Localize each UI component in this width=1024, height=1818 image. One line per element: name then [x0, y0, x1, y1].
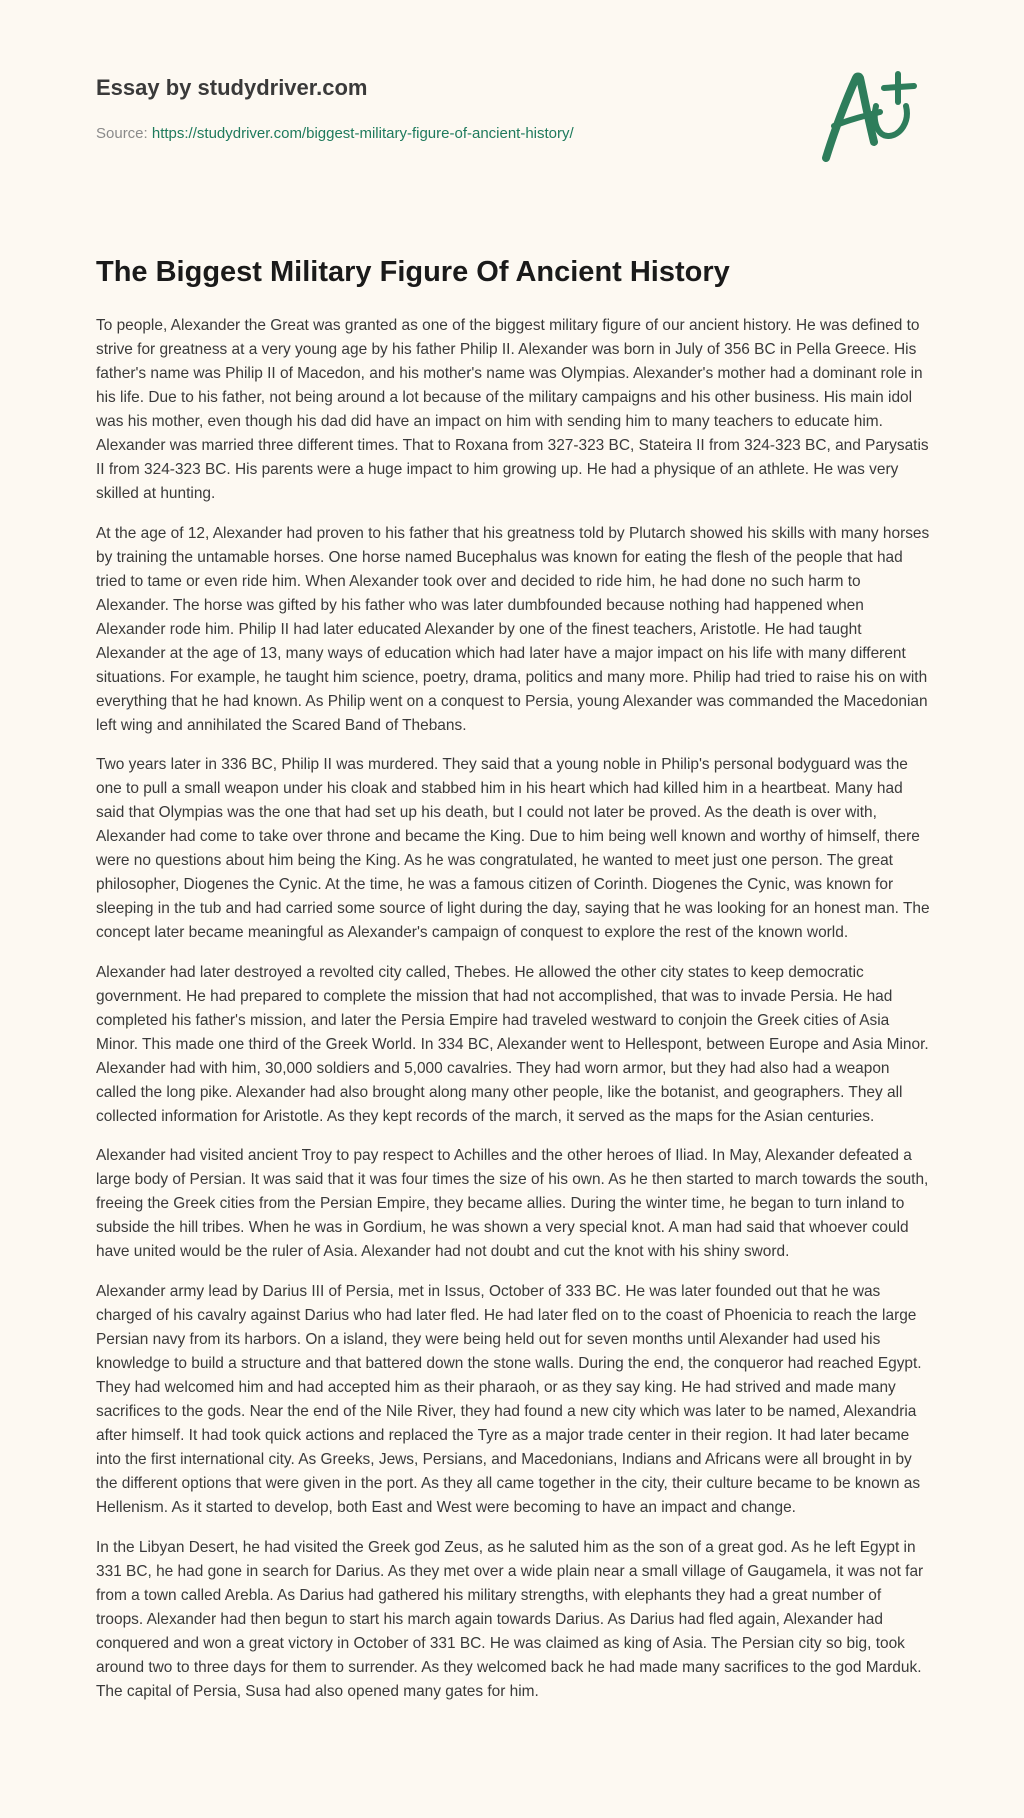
- site-brand: Essay by studydriver.com: [96, 75, 368, 100]
- source-label: Source:: [96, 125, 148, 142]
- essay-paragraph: Alexander army lead by Darius III of Persia, met in Issus, October of 333 BC. He was later founded out that he was charged of his cavalry against Darius who had later fled. He had later fled on to the coast of Phoenicia to reach the large Persian navy from its harbors. On a island, they were being held out for seven months until Alexander had used his knowledge to build a structure and that battered down the stone walls. During the end, the conqueror had reached Egypt. They had welcomed him and had accepted him as their pharaoh, or as they say king. He had strived and made many sacrifices to the gods. Near the end of the Nile River, they had found a new city which was later to be named, Alexandria after himself. It had took quick actions and replaced the Tyre as a major trade center in their region. It had later became into the first international city. As Greeks, Jews, Persians, and Macedonians, Indians and Africans were all brought in by the different options that were given in the port. As they all came together in the city, their culture became to be known as Hellenism. As it started to develop, both East and West were becoming to have an impact and change.: [96, 1282, 922, 1516]
- essay-paragraph: At the age of 12, Alexander had proven to his father that his greatness told by Plutarch showed his skills with many horses by training the untamable horses. One horse named Bucephalus was known for eating the flesh of the people that had tried to tame or even ride him. When Alexander took over and decided to ride him, he had done no such harm to Alexander. The horse was gifted by his father who was later dumbfounded because nothing had happened when Alexander rode him. Philip II had later educated Alexander by one of the finest teachers, Aristotle. He had taught Alexander at the age of 13, many ways of education which had later have a major impact on his life with many different situations. For example, he taught him science, poetry, drama, politics and many more. Philip had tried to raise his on with everything that he had known. As Philip went on a conquest to Persia, young Alexander was commanded the Macedonian left wing and annihilated the Scared Band of Thebans.: [96, 524, 930, 734]
- essay-title: The Biggest Military Figure Of Ancient History: [96, 256, 730, 288]
- essay-paragraph: Two years later in 336 BC, Philip II was murdered. They said that a young noble in Philip's personal bodyguard was the one to pull a small weapon under his cloak and stabbed him in his heart which had killed him in a heartbeat. Many had said that Olympias was the one that had set up his death, but I could not later be proved. As the death is over with, Alexander had come to take over throne and became the King. Due to him being well known and worthy of himself, there were no questions about him being the King. As he was congratulated, he wanted to meet just one person. The great philosopher, Diogenes the Cynic. At the time, he was a famous citizen of Corinth. Diogenes the Cynic, was known for sleeping in the tub and had carried some source of light during the day, saying that he was looking for an honest man. The concept later became meaningful as Alexander's campaign of conquest to explore the rest of the known world.: [96, 756, 930, 942]
- essay-paragraph: To people, Alexander the Great was granted as one of the biggest military figure of our ancient history. He was defined to strive for greatness at a very young age by his father Philip II. Alexander was born in July of 356 BC in Pella Greece. His father's name was Philip II of Macedon, and his mother's name was Olympias. Alexander's mother had a dominant role in his life. Due to his father, not being around a lot because of the military campaigns and his other business. His main idol was his mother, even though his dad did have an impact on him with sending him to many teachers to educate him. Alexander was married three different times. That to Roxana from 327-323 BC, Stateira II from 324-323 BC, and Parysatis II from 324-323 BC. His parents were a huge impact to him growing up. He had a physique of an athlete. He was very skilled at hunting.: [96, 317, 929, 502]
- essay-paragraph: In the Libyan Desert, he had visited the Greek god Zeus, as he saluted him as the son of a great god. As he left Egypt in 331 BC, he had gone in search for Darius. As they met over a wide plain near a small village of Gaugamela, it was not far from a town called Arebla. As Darius had gathered his military strengths, with elephants they had a great number of troops. Alexander had then begun to start his march again towards Darius. As Darius had fled again, Alexander had conquered and won a great victory in October of 331 BC. He was claimed as king of Asia. The Persian city so big, took around two to three days for them to surrender. As they welcomed back he had made many sacrifices to the god Marduk. The capital of Persia, Susa had also opened many gates for him.: [96, 1538, 924, 1700]
- essay-paragraph: Alexander had visited ancient Troy to pay respect to Achilles and the other heroes of Iliad. In May, Alexander defeated a large body of Persian. It was said that it was four times the size of his own. As he then started to march towards the south, freeing the Greek cities from the Persian Empire, they became allies. During the winter time, he began to turn inland to subside the hill tribes. When he was in Gordium, he was shown a very special knot. A man had said that whoever could have united would be the ruler of Asia. Alexander had not doubt and cut the knot with his shiny sword.: [96, 1147, 929, 1261]
- a-plus-logo-icon: [818, 70, 930, 170]
- source-link[interactable]: https://studydriver.com/biggest-military-figure-of-ancient-history/: [151, 125, 574, 142]
- essay-header: [96, 72, 876, 144]
- essay-body: [96, 314, 930, 1719]
- source-line: [96, 124, 876, 144]
- essay-paragraph: Alexander had later destroyed a revolted city called, Thebes. He allowed the other city states to keep democratic government. He had prepared to complete the mission that had not accomplished, that was to invade Persia. He had completed his father's mission, and later the Persia Empire had traveled westward to conjoin the Greek cities of Asia Minor. This made one third of the Greek World. In 334 BC, Alexander went to Hellespont, between Europe and Asia Minor. Alexander had with him, 30,000 soldiers and 5,000 cavalries. They had worn armor, but they had also had a weapon called the long pike. Alexander had also brought along many other people, like the botanist, and geographers. They all collected information for Aristotle. As they kept records of the march, it served as the maps for the Asian centuries.: [96, 963, 929, 1125]
